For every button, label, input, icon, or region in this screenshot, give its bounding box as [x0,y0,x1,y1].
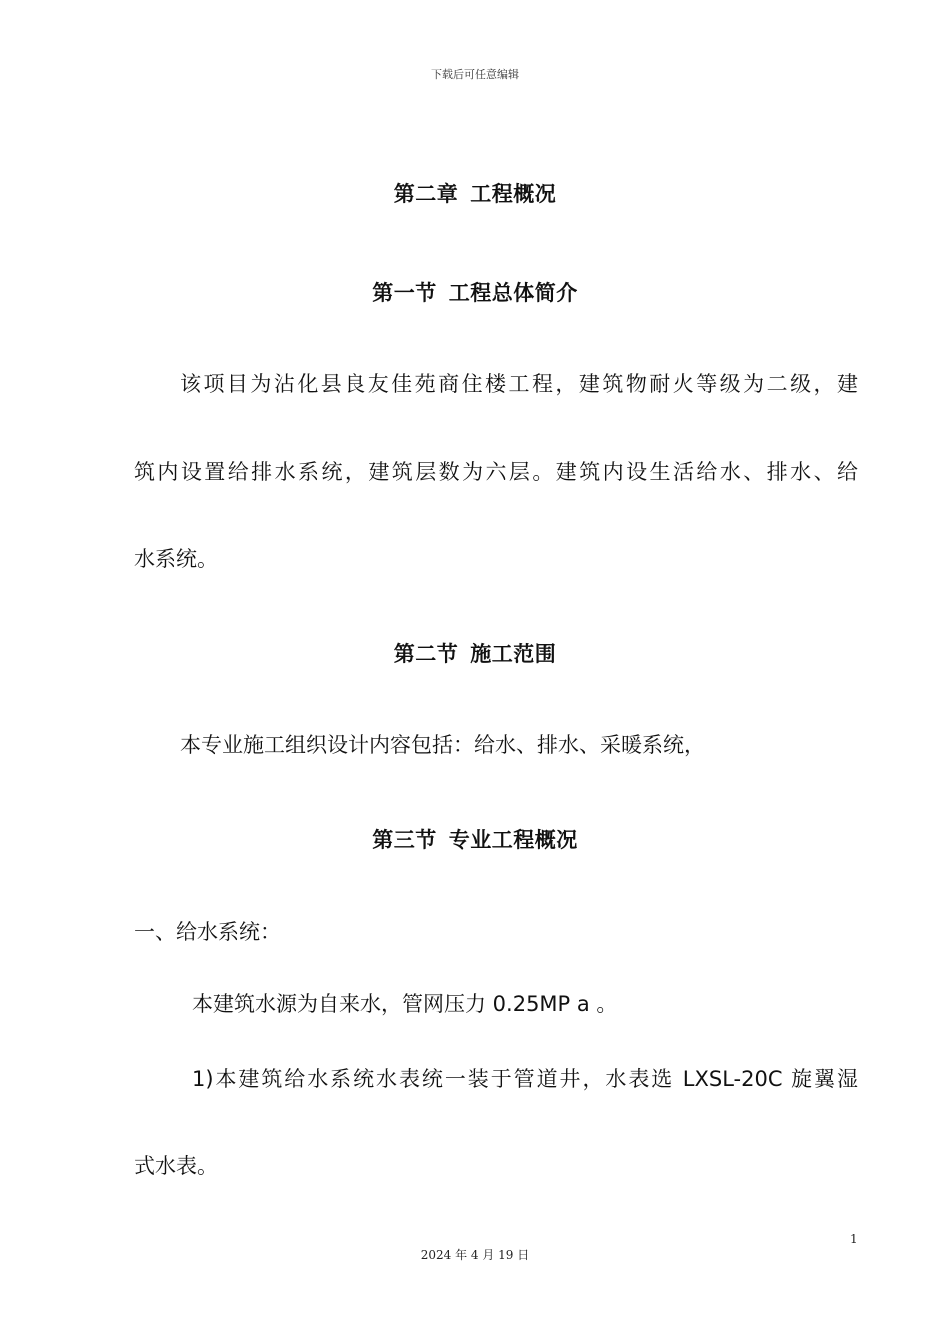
section-1-number: 第一节 [372,281,437,305]
section-2-number: 第二节 [393,642,459,666]
header-note: 下载后可任意编辑 [431,68,519,81]
paragraph-1-line-2: 筑内设置给排水系统，建筑层数为六层。建筑内设生活给水、排水、给 [134,460,858,484]
section-1-heading [0,277,950,307]
paragraph-water-meter-line-1: 1)本建筑给水系统水表统一装于管道井，水表选 LXSL-20C 旋翼湿 [192,1067,858,1091]
paragraph-1-line-1: 该项目为沾化县良友佳苑商住楼工程，建筑物耐火等级为二级，建 [180,372,858,396]
subsection-heading-water-supply: 一、给水系统： [134,920,281,944]
chapter-number: 第二章 [393,182,459,206]
section-2-heading [0,638,950,668]
section-3-number: 第三节 [372,828,437,852]
paragraph-2-line-1: 本专业施工组织设计内容包括：给水、排水、采暖系统， [180,733,705,757]
section-2-title: 施工范围 [470,642,557,666]
footer-date: 2024 年 4 月 19 日 [420,1248,530,1262]
page-number: 1 [850,1232,858,1246]
section-3-title: 专业工程概况 [448,828,578,852]
chapter-heading [0,178,950,208]
paragraph-water-source: 本建筑水源为自来水，管网压力 0.25MP a 。 [192,992,618,1016]
section-1-title: 工程总体简介 [448,281,578,305]
section-3-heading [0,824,950,854]
chapter-title: 工程概况 [470,182,557,206]
paragraph-water-meter-line-2: 式水表。 [134,1154,218,1178]
paragraph-1-line-3: 水系统。 [134,547,218,571]
